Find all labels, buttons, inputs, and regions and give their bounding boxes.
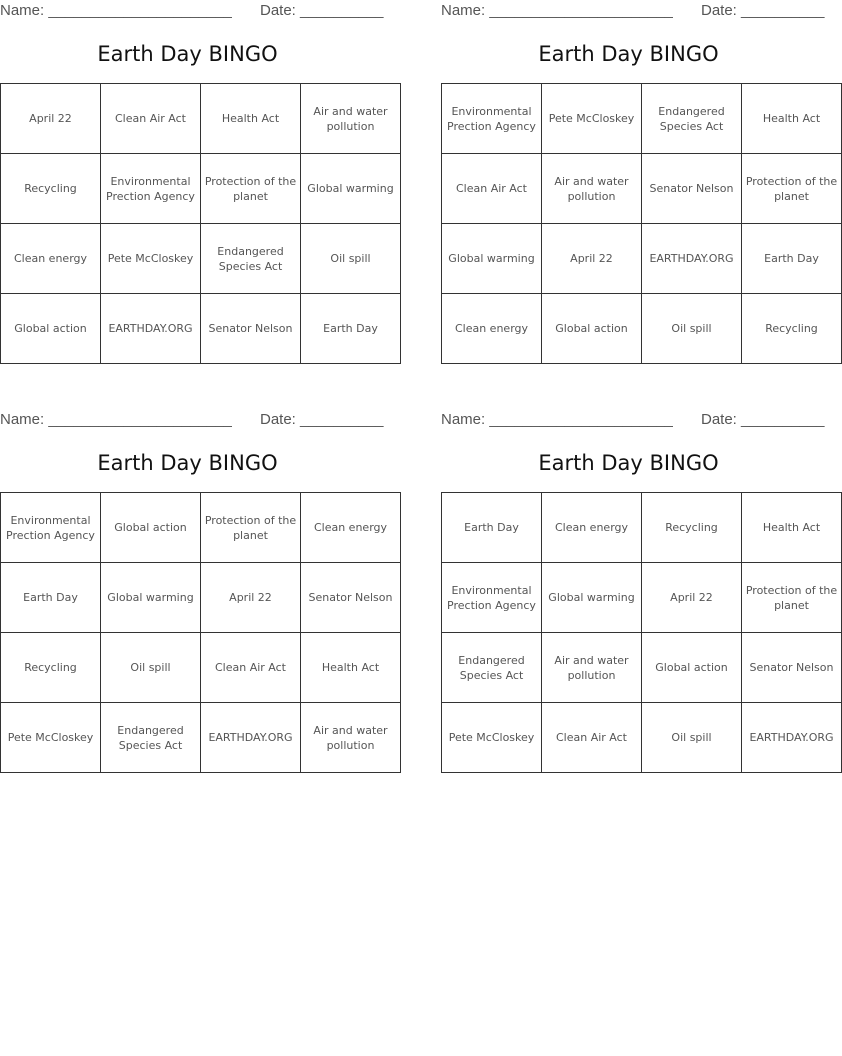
card-title: Earth Day BINGO xyxy=(97,42,278,66)
bingo-cell: Senator Nelson xyxy=(642,154,742,224)
bingo-cell: Clean energy xyxy=(301,493,401,563)
bingo-cell: EARTHDAY.ORG xyxy=(101,294,201,364)
bingo-cell: Pete McCloskey xyxy=(1,703,101,773)
bingo-cell: Clean Air Act xyxy=(542,703,642,773)
bingo-cell: Endangered Species Act xyxy=(101,703,201,773)
bingo-cell: Global action xyxy=(1,294,101,364)
bingo-card xyxy=(441,0,838,335)
bingo-cell: Health Act xyxy=(301,633,401,703)
bingo-grid xyxy=(0,492,401,773)
bingo-cell: Environmental Prection Agency xyxy=(442,563,542,633)
bingo-cell: Senator Nelson xyxy=(301,563,401,633)
bingo-cell: Global action xyxy=(642,633,742,703)
grid-row xyxy=(1,294,401,364)
bingo-cell: Recycling xyxy=(1,633,101,703)
grid-row xyxy=(442,294,842,364)
bingo-cell: Pete McCloskey xyxy=(442,703,542,773)
name-line: Name: ______________________ xyxy=(441,411,673,428)
date-line: Date: __________ xyxy=(701,411,825,428)
bingo-card xyxy=(441,409,838,744)
bingo-cell: April 22 xyxy=(542,224,642,294)
bingo-cell: Clean energy xyxy=(442,294,542,364)
bingo-card xyxy=(0,409,393,752)
bingo-cell: Protection of the planet xyxy=(742,154,842,224)
bingo-cell: Oil spill xyxy=(642,703,742,773)
grid-row xyxy=(1,154,401,224)
card-title: Earth Day BINGO xyxy=(538,451,719,475)
name-line: Name: ______________________ xyxy=(0,2,232,19)
bingo-card xyxy=(0,0,394,335)
bingo-cell: Health Act xyxy=(742,493,842,563)
bingo-cell: EARTHDAY.ORG xyxy=(642,224,742,294)
grid-row xyxy=(442,703,842,773)
grid-row xyxy=(1,224,401,294)
bingo-grid xyxy=(0,83,401,364)
grid-row xyxy=(442,224,842,294)
bingo-cell: April 22 xyxy=(1,84,101,154)
card-title: Earth Day BINGO xyxy=(538,42,719,66)
card-header xyxy=(0,409,384,431)
bingo-cell: April 22 xyxy=(201,563,301,633)
bingo-cell: Earth Day xyxy=(301,294,401,364)
bingo-cell: EARTHDAY.ORG xyxy=(201,703,301,773)
bingo-cell: Senator Nelson xyxy=(201,294,301,364)
bingo-cell: Oil spill xyxy=(101,633,201,703)
bingo-cell: Air and water pollution xyxy=(542,154,642,224)
grid-row xyxy=(442,493,842,563)
grid-row xyxy=(1,563,401,633)
bingo-cell: Health Act xyxy=(201,84,301,154)
grid-row xyxy=(1,633,401,703)
bingo-cell: Global warming xyxy=(442,224,542,294)
bingo-cell: EARTHDAY.ORG xyxy=(742,703,842,773)
bingo-cell: Oil spill xyxy=(301,224,401,294)
grid-row xyxy=(442,563,842,633)
bingo-cell: Air and water pollution xyxy=(542,633,642,703)
bingo-cell: Global action xyxy=(542,294,642,364)
grid-row xyxy=(442,633,842,703)
bingo-cell: Air and water pollution xyxy=(301,84,401,154)
bingo-cell: Air and water pollution xyxy=(301,703,401,773)
bingo-cell: Protection of the planet xyxy=(742,563,842,633)
bingo-cell: Recycling xyxy=(1,154,101,224)
bingo-cell: Clean Air Act xyxy=(201,633,301,703)
bingo-cell: Recycling xyxy=(742,294,842,364)
name-line: Name: ______________________ xyxy=(0,411,232,428)
grid-row xyxy=(442,154,842,224)
bingo-cell: Earth Day xyxy=(1,563,101,633)
bingo-cell: Environmental Prection Agency xyxy=(442,84,542,154)
card-header xyxy=(441,0,825,22)
bingo-cell: Global warming xyxy=(101,563,201,633)
bingo-cell: Health Act xyxy=(742,84,842,154)
bingo-cell: Earth Day xyxy=(742,224,842,294)
card-title: Earth Day BINGO xyxy=(97,451,278,475)
grid-row xyxy=(1,84,401,154)
bingo-cell: Earth Day xyxy=(442,493,542,563)
bingo-cell: Protection of the planet xyxy=(201,493,301,563)
bingo-cell: Pete McCloskey xyxy=(101,224,201,294)
grid-row xyxy=(1,493,401,563)
bingo-grid xyxy=(441,83,842,364)
bingo-cell: Recycling xyxy=(642,493,742,563)
grid-row xyxy=(1,703,401,773)
date-line: Date: __________ xyxy=(260,411,384,428)
card-header xyxy=(441,409,825,431)
bingo-cell: Global warming xyxy=(542,563,642,633)
bingo-cell: Senator Nelson xyxy=(742,633,842,703)
grid-row xyxy=(442,84,842,154)
date-line: Date: __________ xyxy=(260,2,384,19)
bingo-cell: Clean energy xyxy=(542,493,642,563)
bingo-cell: Endangered Species Act xyxy=(642,84,742,154)
bingo-cell: Clean Air Act xyxy=(101,84,201,154)
bingo-cell: Oil spill xyxy=(642,294,742,364)
bingo-cell: Protection of the planet xyxy=(201,154,301,224)
bingo-cell: Endangered Species Act xyxy=(442,633,542,703)
bingo-cell: Clean Air Act xyxy=(442,154,542,224)
bingo-cell: Global warming xyxy=(301,154,401,224)
bingo-cell: April 22 xyxy=(642,563,742,633)
bingo-cell: Clean energy xyxy=(1,224,101,294)
date-line: Date: __________ xyxy=(701,2,825,19)
bingo-cell: Environmental Prection Agency xyxy=(101,154,201,224)
card-header xyxy=(0,0,384,22)
bingo-cell: Environmental Prection Agency xyxy=(1,493,101,563)
bingo-cell: Global action xyxy=(101,493,201,563)
name-line: Name: ______________________ xyxy=(441,2,673,19)
bingo-cell: Pete McCloskey xyxy=(542,84,642,154)
bingo-grid xyxy=(441,492,842,773)
bingo-cell: Endangered Species Act xyxy=(201,224,301,294)
